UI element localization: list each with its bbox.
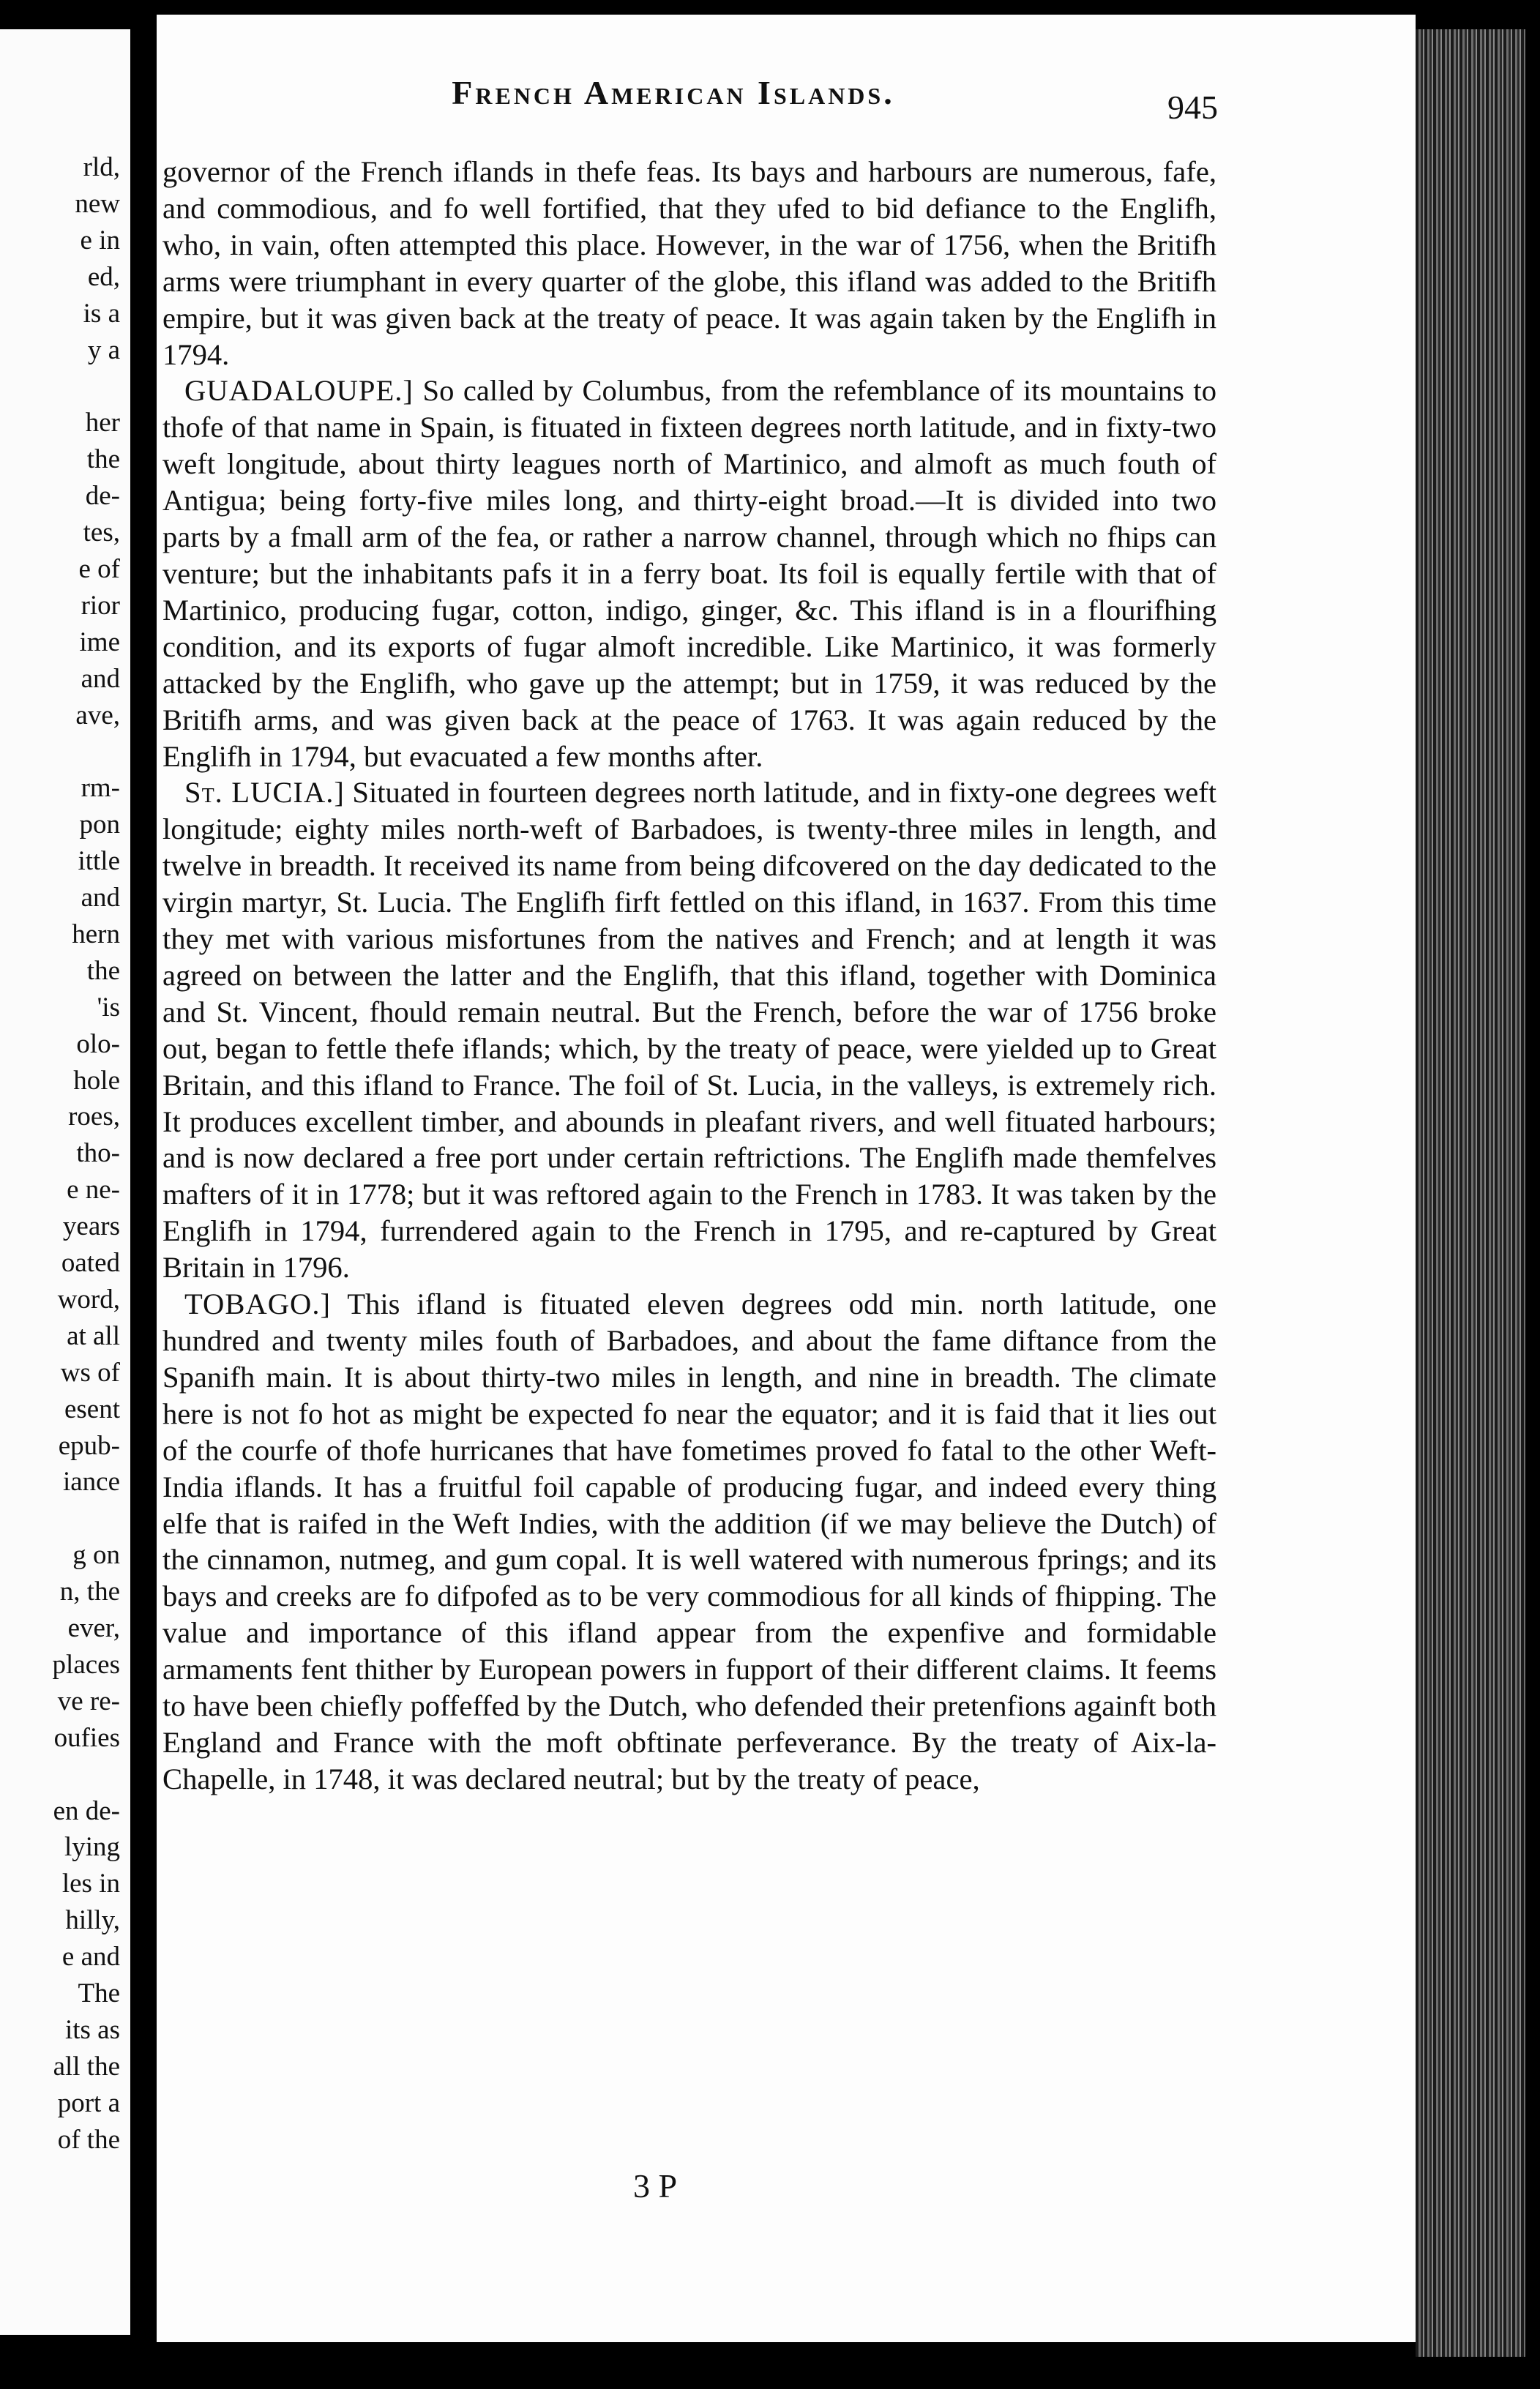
facing-page-fragment: word,: [57, 1284, 120, 1315]
facing-page-fragment: rm-: [81, 773, 120, 804]
facing-page-fragment: hern: [72, 919, 120, 949]
facing-page-fragment: olo-: [76, 1028, 120, 1059]
facing-page-fragment: rior: [81, 590, 120, 621]
facing-page-fragment: oufies: [53, 1722, 120, 1753]
section-heading: GUADALOUPE.]: [184, 374, 414, 408]
facing-page-fragment: n, the: [59, 1577, 120, 1607]
facing-page-fragment: ws of: [60, 1357, 120, 1388]
facing-page-fragment: its as: [64, 2014, 120, 2045]
facing-page-fragment: esent: [64, 1394, 120, 1424]
facing-page-fragment: new: [75, 188, 120, 219]
book-gutter: [130, 0, 157, 2389]
facing-page-fragment: ever,: [67, 1613, 120, 1643]
facing-page-fragment: all the: [53, 2051, 120, 2082]
facing-page-fragment: ve re-: [57, 1686, 120, 1716]
facing-page-fragment: de-: [85, 481, 120, 512]
facing-page-fragment: e ne-: [67, 1175, 120, 1205]
facing-page-fragment: roes,: [68, 1102, 120, 1132]
facing-page-fragment: e and: [61, 1942, 120, 1973]
paragraph-text: governor of the French iflands in thefe feas. Its bays and harbours are numerous, fafe, and commodious, and fo well fortified, that they ufed to bid defiance to the Englifh, who, in vain, often attempted this place. However, in the war of 1756, when the Britifh arms were triumphant in every quarter of the globe, this ifland was added to the Britifh empire, but it was given back at the treaty of peace. It was again taken by the Englifh in 1794.: [162, 155, 1216, 371]
facing-page-fragment: ed,: [87, 261, 120, 292]
facing-page-fragment: e in: [80, 225, 120, 255]
facing-page-fragment: tho-: [76, 1138, 120, 1169]
signature-mark: 3 P: [633, 2167, 678, 2205]
facing-page-fragment: hilly,: [65, 1905, 120, 1936]
facing-page-fragment: 'is: [97, 992, 120, 1022]
facing-page-fragment: years: [62, 1211, 120, 1242]
facing-page-fragment: g on: [72, 1540, 120, 1571]
facing-page-fragment: ave,: [75, 700, 120, 730]
paragraph: [162, 373, 1216, 774]
paragraph: [162, 154, 1216, 373]
facing-page-fragment: The: [78, 1978, 120, 2008]
paragraph: [162, 774, 1216, 1286]
paragraph: [162, 1286, 1216, 1798]
facing-page-fragment: the: [86, 444, 120, 475]
facing-page-fragment: the: [86, 955, 120, 986]
facing-page-fragment: is a: [83, 298, 120, 329]
facing-page-fragment: ittle: [78, 846, 120, 877]
facing-page-fragment: y a: [87, 334, 120, 365]
page-number: 945: [1167, 89, 1218, 126]
facing-page-fragment: and: [81, 663, 120, 694]
page-edges: [1416, 29, 1525, 2357]
facing-page-fragment: rld,: [83, 152, 120, 182]
facing-page-fragment: les in: [61, 1869, 120, 1899]
facing-page-fragment: places: [52, 1649, 120, 1680]
facing-page-fragment: of the: [57, 2124, 120, 2155]
facing-page-fragment: iance: [62, 1467, 120, 1498]
running-head: French American Islands.: [452, 74, 895, 111]
facing-page-fragment: pon: [79, 810, 120, 840]
facing-page-fragment: en de-: [53, 1795, 120, 1826]
facing-page-fragment: oated: [61, 1248, 120, 1278]
facing-page-fragment: e of: [78, 553, 120, 584]
section-heading: TOBAGO.]: [184, 1287, 331, 1321]
facing-page-fragment: port a: [57, 2087, 120, 2118]
facing-page-fragment: hole: [73, 1065, 120, 1096]
facing-page-fragment: at all: [67, 1320, 120, 1351]
section-heading: St. LUCIA.]: [184, 776, 345, 810]
paragraph-text: Situated in fourteen degrees north latitude, and in fixty-one degrees weft longitude; eighty miles north-weft of Barbadoes, is twenty-three miles in length, and twelve in breadth. It received its name from being difcovered on the day dedicated to the virgin martyr, St. Lucia. The Englifh firft fettled on this ifland, in 1637. From this time they met with various misfortunes from the natives and French; and at length it was agreed on between the latter and the Englifh, that this ifland, together with Dominica and St. Vincent, fhould remain neutral. But the French, before the war of 1756 broke out, began to fettle thefe iflands; which, by the treaty of peace, were yielded up to Great Britain, and this ifland to France. The foil of St. Lucia, in the valleys, is extremely rich. It produces excellent timber, and abounds in pleafant rivers, and well fituated harbours; and is now declared a free port under certain reftrictions. The Englifh made themfelves mafters of it in 1778; but it was reftored again to the French in 1783. It was taken by the Englifh in 1794, furrendered again to the French in 1795, and re-captured by Great Britain in 1796.: [162, 776, 1216, 1285]
facing-page-fragment: tes,: [83, 517, 120, 547]
paragraph-text: So called by Columbus, from the refemblance of its mountains to thofe of that name in Spain, is fituated in fixteen degrees north latitude, and in fixty-two weft longitude, about thirty leagues north of Martinico, and almoft as much fouth of Antigua; being forty-five miles long, and thirty-eight broad.—It is divided into two parts by a fmall arm of the fea, or rather a narrow channel, through which no fhips can venture; but the inhabitants pafs it in a ferry boat. Its foil is equally fertile with that of Martinico, producing fugar, cotton, indigo, ginger, &c. This ifland is in a flourifhing condition, and its exports of fugar almoft incredible. Like Martinico, it was formerly attacked by the Englifh, who gave up the attempt; but in 1759, it was reduced by the Britifh arms, and was given back at the peace of 1763. It was again reduced by the Englifh in 1794, but evacuated a few months after.: [162, 374, 1216, 773]
facing-page-fragment: her: [85, 408, 120, 438]
facing-page-fragment: lying: [64, 1832, 120, 1863]
facing-page-fragment: and: [81, 883, 120, 913]
paragraph-text: This ifland is fituated eleven degrees odd min. north latitude, one hundred and twenty miles fouth of Barbadoes, and about the fame diftance from the Spanifh main. It is about thirty-two miles in length, and nine in breadth. The climate here is not fo hot as might be expected fo near the equator; and it is faid that it lies out of the courfe of thofe hurricanes that have fometimes proved fo fatal to the other Weft-India iflands. It has a fruitful foil capable of producing fugar, and indeed every thing elfe that is raifed in the Weft Indies, with the addition (if we may believe the Dutch) of the cinnamon, nutmeg, and gum copal. It is well watered with numerous fprings; and its bays and creeks are fo difpofed as to be very commodious for all kinds of fhipping. The value and importance of this ifland appear from the expenfive and formidable armaments fent thither by European powers in fupport of their different claims. It feems to have been chiefly poffeffed by the Dutch, who defended their pretenfions againft both England and France with the moft obftinate perfeverance. By the treaty of Aix-la-Chapelle, in 1748, it was declared neutral; but by the treaty of peace,: [162, 1287, 1216, 1795]
body-text: [162, 154, 1216, 1798]
facing-page-fragment: epub-: [58, 1430, 120, 1461]
facing-page-strip: [0, 29, 130, 2335]
facing-page-fragment: ime: [79, 627, 120, 657]
